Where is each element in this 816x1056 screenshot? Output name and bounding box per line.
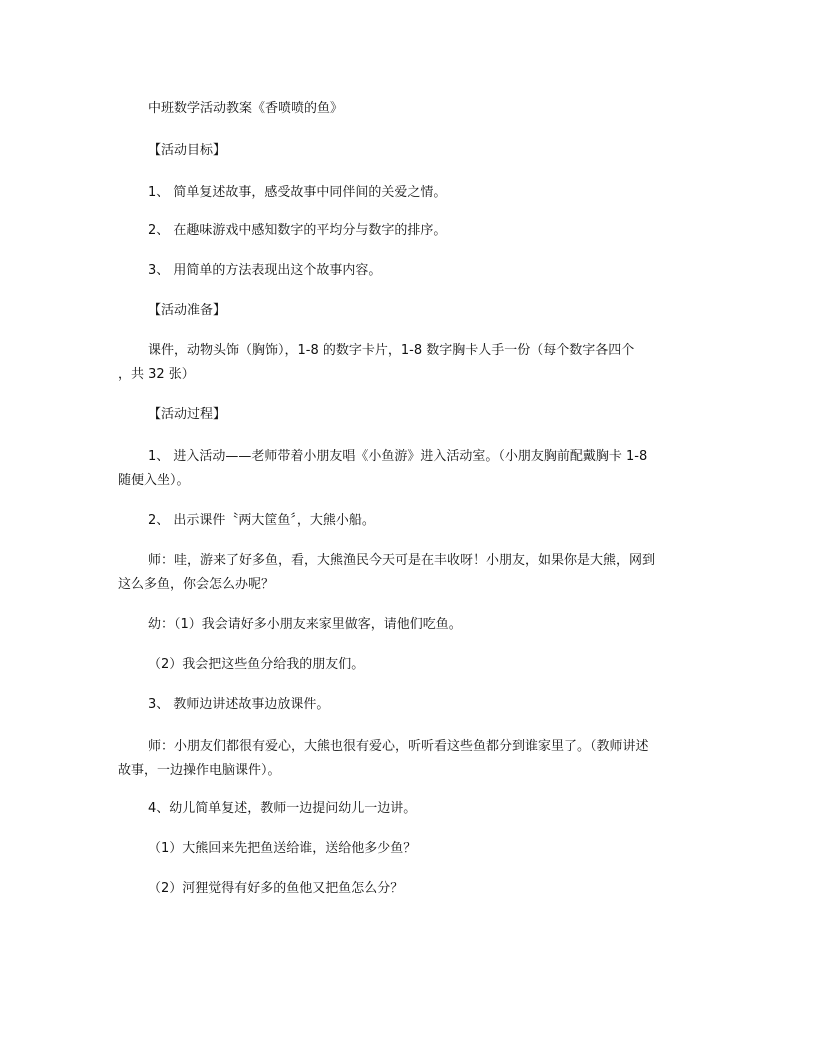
section-heading-process: 【活动过程】 <box>148 407 227 422</box>
goal-item-3: 3、 用简单的方法表现出这个故事内容。 <box>148 263 382 278</box>
step-1-line-1: 1、 进入活动——老师带着小朋友唱《小鱼游》进入活动室。（小朋友胸前配戴胸卡 1-8 <box>148 449 648 464</box>
child-response-2: （2）我会把这些鱼分给我的朋友们。 <box>148 657 365 672</box>
goal-item-1: 1、 简单复述故事，感受故事中同伴间的关爱之情。 <box>148 185 447 200</box>
teacher-dialogue-1-line-1: 师：哇，游来了好多鱼，看，大熊渔民今天可是在丰收呀！小朋友，如果你是大熊，网到 <box>148 553 656 568</box>
section-heading-goals: 【活动目标】 <box>148 143 227 158</box>
step-1-line-2: 随便入坐）。 <box>118 473 190 488</box>
document-title: 中班数学活动教案《香喷喷的鱼》 <box>148 101 344 116</box>
child-response-1: 幼：（1）我会请好多小朋友来家里做客，请他们吃鱼。 <box>148 617 462 632</box>
section-heading-prep: 【活动准备】 <box>148 303 227 318</box>
prep-paragraph-line-2: ，共 32 张） <box>118 367 195 382</box>
teacher-dialogue-2-line-2: 故事，一边操作电脑课件）。 <box>118 763 281 778</box>
prep-paragraph-line-1: 课件，动物头饰（胸饰），1-8 的数字卡片，1-8 数字胸卡人手一份（每个数字各四个 <box>148 343 635 358</box>
question-1: （1）大熊回来先把鱼送给谁，送给他多少鱼？ <box>148 841 417 856</box>
step-2: 2、 出示课件〝两大筐鱼〞，大熊小船。 <box>148 513 375 528</box>
teacher-dialogue-1-line-2: 这么多鱼，你会怎么办呢？ <box>118 577 275 592</box>
step-3: 3、 教师边讲述故事边放课件。 <box>148 697 330 712</box>
goal-item-2: 2、 在趣味游戏中感知数字的平均分与数字的排序。 <box>148 223 447 238</box>
teacher-dialogue-2-line-1: 师：小朋友们都很有爱心，大熊也很有爱心，听听看这些鱼都分到谁家里了。（教师讲述 <box>148 739 649 754</box>
question-2: （2）河狸觉得有好多的鱼他又把鱼怎么分？ <box>148 881 404 896</box>
step-4: 4、幼儿简单复述，教师一边提问幼儿一边讲。 <box>148 801 417 816</box>
